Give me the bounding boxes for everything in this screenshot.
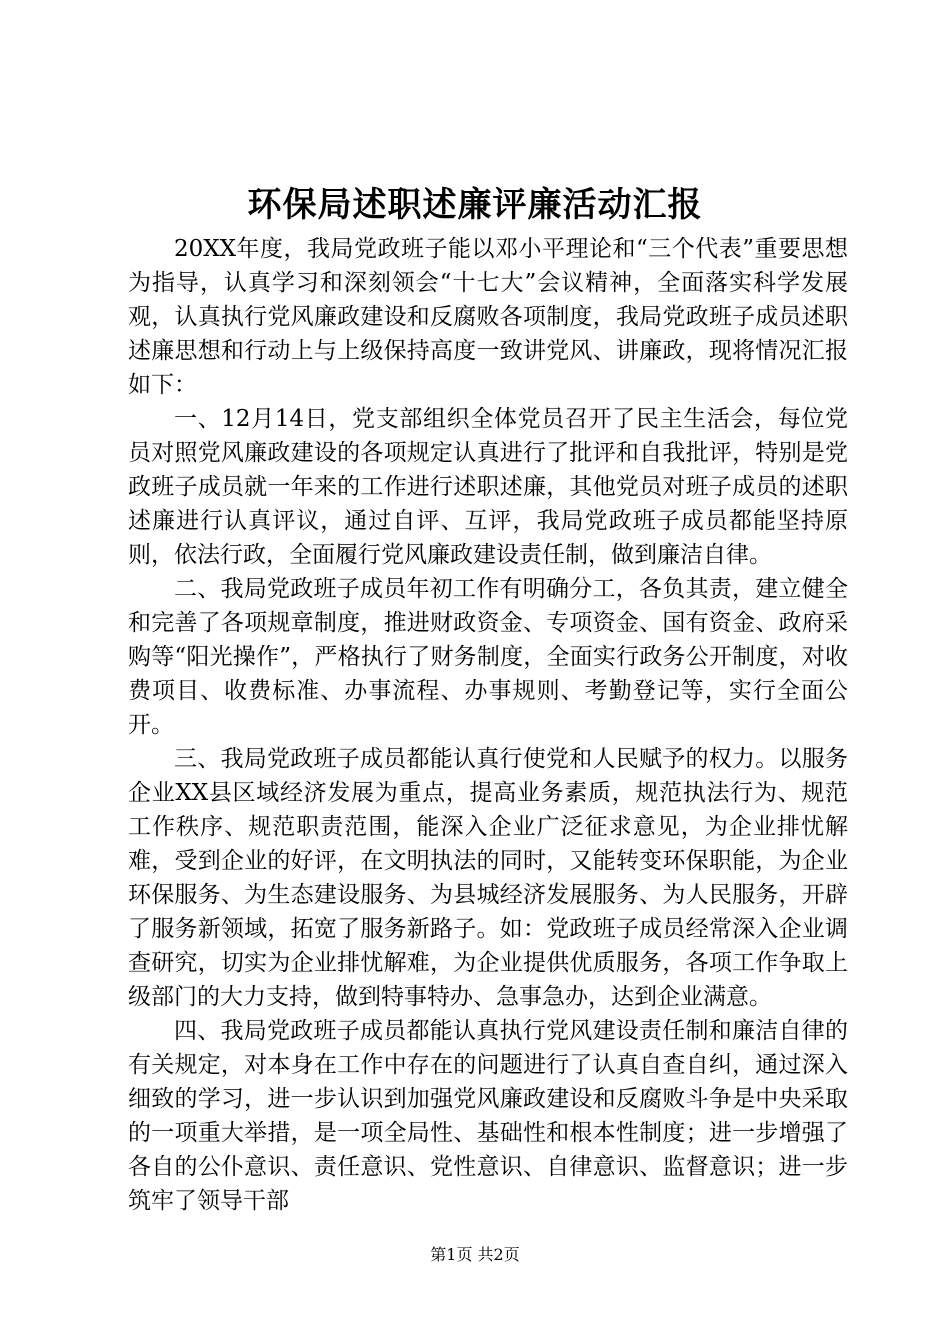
paragraph-section-1: 一、12月14日，党支部组织全体党员召开了民主生活会，每位党员对照党风廉政建设的各项规定认真进行了批评和自我批评，特别是党政班子成员就一年来的工作进行述职述廉，其他党员对班子成员的述职述廉进行认真评议，通过自评、互评，我局党政班子成员都能坚持原则，依法行政，全面履行党风廉政建设责任制，做到廉洁自律。: [128, 406, 848, 568]
paragraph-section-2: 二、我局党政班子成员年初工作有明确分工，各负其责，建立健全和完善了各项规章制度，推进财政资金、专项资金、国有资金、政府采购等“阳光操作”，严格执行了财务制度，全面实行政务公开制度，对收费项目、收费标准、办事流程、办事规则、考勤登记等，实行全面公开。: [128, 576, 848, 738]
document-body: [128, 232, 848, 1218]
paragraph-section-4: 四、我局党政班子成员都能认真执行党风建设责任制和廉洁自律的有关规定，对本身在工作中存在的问题进行了认真自查自纠，通过深入细致的学习，进一步认识到加强党风廉政建设和反腐败斗争是中央采取的一项重大举措，是一项全局性、基础性和根本性制度；进一步增强了各自的公仆意识、责任意识、党性意识、自律意识、监督意识；进一步筑牢了领导干部: [128, 1018, 848, 1214]
paragraph-intro: 20XX年度，我局党政班子能以邓小平理论和“三个代表”重要思想为指导，认真学习和深刻领会“十七大”会议精神，全面落实科学发展观，认真执行党风廉政建设和反腐败各项制度，我局党政班子成员述职述廉思想和行动上与上级保持高度一致讲党风、讲廉政，现将情况汇报如下：: [128, 236, 848, 398]
document-title: 环保局述职述廉评廉活动汇报: [247, 185, 703, 225]
page-footer: 第1页 共2页: [430, 1245, 520, 1264]
paragraph-section-3: 三、我局党政班子成员都能认真行使党和人民赋予的权力。以服务企业XX县区域经济发展为重点，提高业务素质，规范执法行为、规范工作秩序、规范职责范围，能深入企业广泛征求意见，为企业排忧解难，受到企业的好评，在文明执法的同时，又能转变环保职能，为企业环保服务、为生态建设服务、为县城经济发展服务、为人民服务，开辟了服务新领域，拓宽了服务新路子。如：党政班子成员经常深入企业调查研究，切实为企业排忧解难，为企业提供优质服务，各项工作争取上级部门的大力支持，做到特事特办、急事急办，达到企业满意。: [128, 746, 848, 1010]
